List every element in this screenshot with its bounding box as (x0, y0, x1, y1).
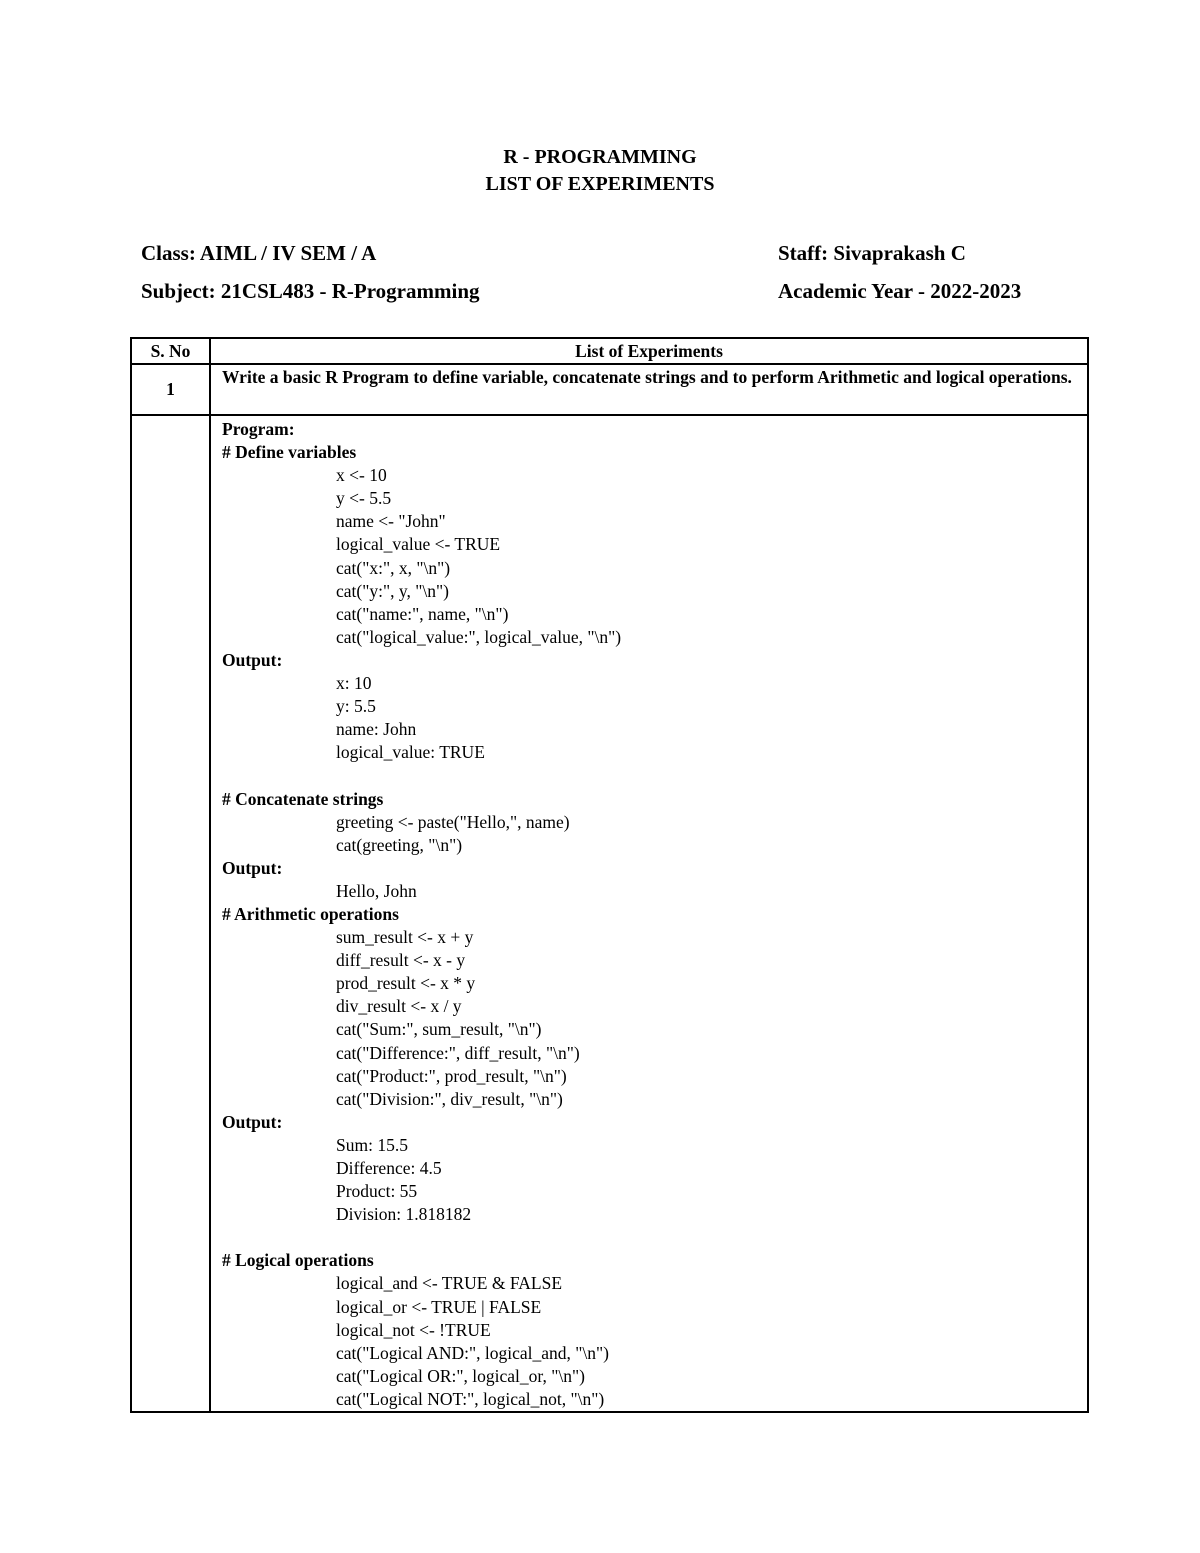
code-line: Hello, John (336, 880, 417, 901)
code-line: y <- 5.5 (336, 488, 392, 509)
code-line: # Logical operations (222, 1250, 374, 1271)
academic-year-info: Academic Year - 2022-2023 (778, 279, 1022, 303)
program-listing (210, 415, 1088, 1412)
code-line: Output: (222, 1111, 283, 1132)
sno-column-header: S. No (131, 338, 210, 364)
code-line: x <- 10 (336, 465, 387, 486)
code-line: Program: (222, 419, 295, 439)
code-line: logical_or <- TRUE | FALSE (336, 1296, 542, 1317)
code-line: cat("Logical NOT:", logical_not, "\n") (336, 1388, 605, 1409)
code-line: cat("Sum:", sum_result, "\n") (336, 1019, 542, 1040)
experiment-aim: Write a basic R Program to define variable, concatenate strings and to perform Arithmetic and logical operations. (210, 364, 1088, 415)
code-line: cat("name:", name, "\n") (336, 603, 509, 624)
code-line: cat("Logical OR:", logical_or, "\n") (336, 1365, 585, 1386)
experiment-number: 1 (131, 364, 210, 415)
code-line: sum_result <- x + y (336, 927, 474, 948)
code-line: logical_value: TRUE (336, 742, 485, 763)
experiments-column-header: List of Experiments (210, 338, 1088, 364)
code-line: name: John (336, 719, 417, 740)
code-line: y: 5.5 (336, 696, 376, 717)
experiments-table (130, 337, 1089, 1413)
code-line: # Arithmetic operations (222, 903, 399, 924)
code-line: logical_not <- !TRUE (336, 1319, 491, 1340)
code-line: Difference: 4.5 (336, 1158, 442, 1178)
code-line: Division: 1.818182 (336, 1204, 472, 1225)
code-line: # Define variables (222, 442, 357, 463)
table-row (131, 364, 1088, 415)
document-subtitle: LIST OF EXPERIMENTS (485, 173, 715, 195)
code-line: logical_value <- TRUE (336, 534, 501, 555)
code-line: Sum: 15.5 (336, 1134, 408, 1155)
code-line: cat("y:", y, "\n") (336, 580, 449, 601)
code-line: div_result <- x / y (336, 996, 462, 1017)
code-line: diff_result <- x - y (336, 950, 466, 971)
class-info: Class: AIML / IV SEM / A (141, 241, 377, 265)
program-sno-cell (131, 415, 210, 1412)
code-line: x: 10 (336, 673, 372, 694)
code-line: cat(greeting, "\n") (336, 834, 463, 855)
code-line: # Concatenate strings (222, 788, 384, 809)
code-line: logical_and <- TRUE & FALSE (336, 1273, 563, 1294)
code-line: cat("x:", x, "\n") (336, 557, 451, 578)
blank-line (222, 1226, 1087, 1249)
code-line: cat("Product:", prod_result, "\n") (336, 1065, 567, 1086)
program-row (131, 415, 1088, 1412)
staff-info: Staff: Sivaprakash C (778, 241, 966, 265)
code-line: cat("Division:", div_result, "\n") (336, 1088, 563, 1109)
table-header-row (131, 338, 1088, 364)
code-line: cat("Difference:", diff_result, "\n") (336, 1042, 580, 1063)
code-line: Output: (222, 857, 283, 878)
blank-line (222, 764, 1087, 787)
code-line: prod_result <- x * y (336, 973, 476, 994)
code-line: Output: (222, 649, 283, 670)
code-line: Product: 55 (336, 1181, 418, 1202)
code-line: cat("logical_value:", logical_value, "\n") (336, 626, 622, 647)
document-title: R - PROGRAMMING (503, 146, 697, 168)
subject-info: Subject: 21CSL483 - R-Programming (141, 279, 480, 303)
code-line: name <- "John" (336, 511, 446, 532)
code-line: greeting <- paste("Hello,", name) (336, 811, 570, 832)
code-line: cat("Logical AND:", logical_and, "\n") (336, 1342, 610, 1363)
